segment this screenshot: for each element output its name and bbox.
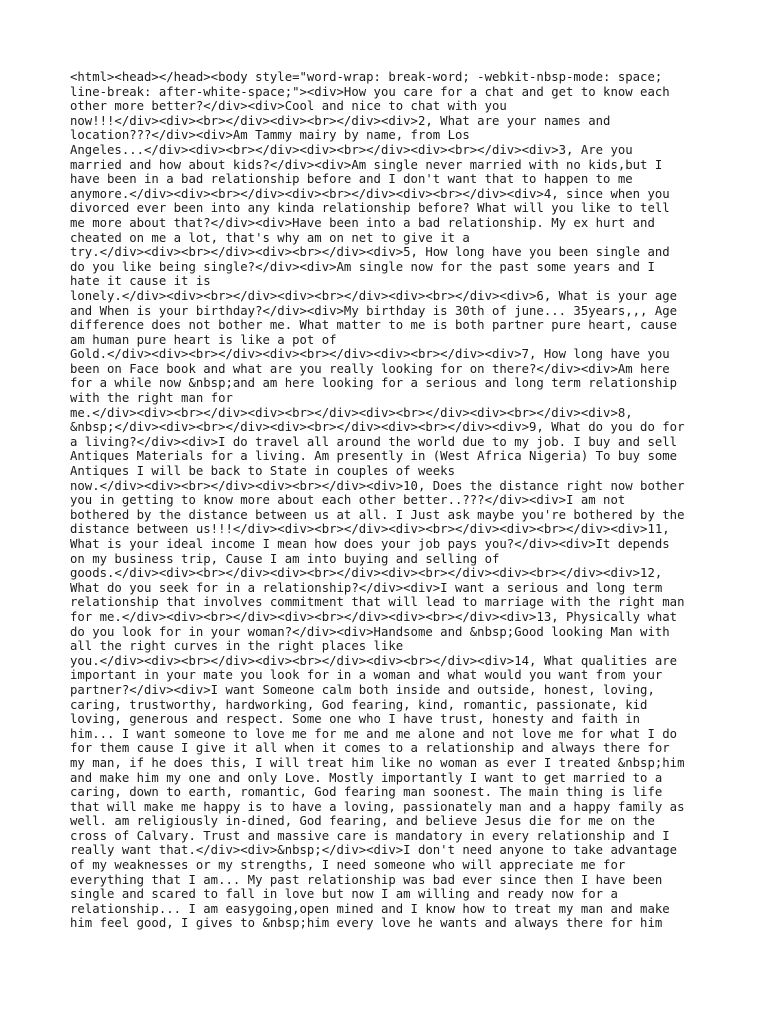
text-line: relationship... I am easygoing,open mined and I know how to treat my man and make [70, 901, 670, 916]
text-line: my man, if he does this, I will treat him like no woman as ever I treated &nbsp;him [70, 755, 685, 770]
text-line: for me.</div><div><br></div><div><br></div><div><br></div><div>13, Physically what [70, 609, 678, 624]
text-line: Angeles...</div><div><br></div><div><br></div><div><br></div><div>3, Are you [70, 142, 633, 157]
text-line: difference does not bother me. What matter to me is both partner pure heart, cause [70, 318, 678, 333]
text-line: location???</div><div>Am Tammy mairy by name, from Los [70, 128, 470, 143]
text-line: now.</div><div><br></div><div><br></div><div>10, Does the distance right now bother [70, 478, 685, 493]
text-line: caring, trustworthy, hardworking, God fearing, kind, romantic, passionate, kid [70, 697, 648, 712]
text-line: &nbsp;</div><div><br></div><div><br></div><div><br></div><div>9, What do you do for [70, 420, 685, 435]
text-line: am human pure heart is like a pot of [70, 332, 337, 347]
document-page [70, 70, 710, 970]
text-line: What is your ideal income I mean how does your job pays you?</div><div>It depends [70, 537, 670, 551]
text-line: well. am religiously in-dined, God fearing, and believe Jesus die for me on the [70, 814, 655, 829]
text-line: really want that.</div><div>&nbsp;</div><div>I don't need anyone to take advantage [70, 843, 678, 858]
text-line: hate it cause it is [70, 274, 211, 289]
text-line: loving, generous and respect. Some one who I have trust, honesty and faith in [70, 712, 641, 727]
text-line: do you look for in your woman?</div><div>Handsome and &nbsp;Good looking Man with [70, 624, 670, 639]
text-line: me.</div><div><br></div><div><br></div><div><br></div><div><br></div><div>8, [70, 405, 633, 420]
text-line: a living?</div><div>I do travel all around the world due to my job. I buy and sell [70, 434, 678, 449]
text-line: married and how about kids?</div><div>Am single never married with no kids,but I [70, 157, 663, 172]
text-line: Antiques Materials for a living. Am presently in (West Africa Nigeria) To buy some [70, 449, 678, 464]
text-line: single and scared to fall in love but now I am willing and ready now for a [70, 887, 618, 902]
text-line: anymore.</div><div><br></div><div><br></div><div><br></div><div>4, since when you [70, 186, 670, 201]
text-line: for a while now &nbsp;and am here looking for a serious and long term relationship [70, 376, 678, 391]
text-line: try.</div><div><br></div><div><br></div><div>5, How long have you been single and [70, 245, 670, 260]
text-line: that will make me happy is to have a loving, passionately man and a happy family as [70, 799, 685, 814]
text-line: everything that I am... My past relationship was bad ever since then I have been [70, 872, 663, 887]
text-line: other more better?</div><div>Cool and nice to chat with you [70, 99, 507, 114]
text-line: caring, down to earth, romantic, God fearing man soonest. The main thing is life [70, 785, 663, 800]
text-line: him feel good, I gives to &nbsp;him every love he wants and always there for him [70, 916, 663, 931]
text-line: cheated on me a lot, that's why am on net to give it a [70, 230, 470, 245]
text-line: you.</div><div><br></div><div><br></div><div><br></div><div>14, What qualities are [70, 653, 678, 668]
text-line: line-break: after-white-space;"><div>How you care for a chat and get to know each [70, 84, 670, 99]
text-line: Gold.</div><div><br></div><div><br></div><div><br></div><div>7, How long have you [70, 347, 670, 362]
text-line: you in getting to know more about each other better..???</div><div>I am not [70, 493, 626, 508]
text-line: and make him my one and only Love. Mostly importantly I want to get married to a [70, 770, 663, 785]
text-line: on my business trip, Cause I am into buying and selling of [70, 551, 500, 566]
text-line: lonely.</div><div><br></div><div><br></div><div><br></div><div>6, What is your age [70, 288, 678, 303]
text-line: with the right man for [70, 391, 233, 406]
text-line: divorced ever been into any kinda relationship before? What will you like to tell [70, 201, 670, 216]
text-line: and When is your birthday?</div><div>My birthday is 30th of june... 35years,,, Age [70, 303, 678, 318]
text-line: all the right curves in the right places like [70, 639, 404, 654]
text-line: relationship that involves commitment that will lead to marriage with the right man [70, 595, 685, 610]
text-line: for them cause I give it all when it comes to a relationship and always there for [70, 741, 670, 756]
text-line: him... I want someone to love me for me and me alone and not love me for what I do [70, 726, 678, 741]
text-line: of my weaknesses or my strengths, I need someone who will appreciate me for [70, 858, 626, 873]
text-line: goods.</div><div><br></div><div><br></div><div><br></div><div><br></div><div>12, [70, 566, 663, 581]
text-line: been on Face book and what are you really looking for on there?</div><div>Am here [70, 361, 670, 376]
text-line: Antiques I will be back to State in couples of weeks [70, 464, 455, 479]
text-line: partner?</div><div>I want Someone calm both inside and outside, honest, loving, [70, 682, 655, 697]
text-line: me more about that?</div><div>Have been into a bad relationship. My ex hurt and [70, 215, 655, 230]
text-line: have been in a bad relationship before and I don't want that to happen to me [70, 172, 633, 187]
text-line: What do you seek for in a relationship?</div><div>I want a serious and long term [70, 580, 663, 595]
text-line: cross of Calvary. Trust and massive care is mandatory in every relationship and I [70, 828, 670, 843]
text-line: now!!!</div><div><br></div><div><br></div><div>2, What are your names and [70, 113, 611, 128]
text-line: important in your mate you look for in a woman and what would you want from your [70, 668, 663, 683]
text-line: <html><head></head><body style="word-wrap: break-word; -webkit-nbsp-mode: space; [70, 70, 663, 84]
text-line: distance between us!!!</div><div><br></div><div><br></div><div><br></div><div>11, [70, 522, 670, 537]
text-line: do you like being single?</div><div>Am single now for the past some years and I [70, 259, 655, 274]
text-line: bothered by the distance between us at all. I Just ask maybe you're bothered by the [70, 507, 685, 522]
